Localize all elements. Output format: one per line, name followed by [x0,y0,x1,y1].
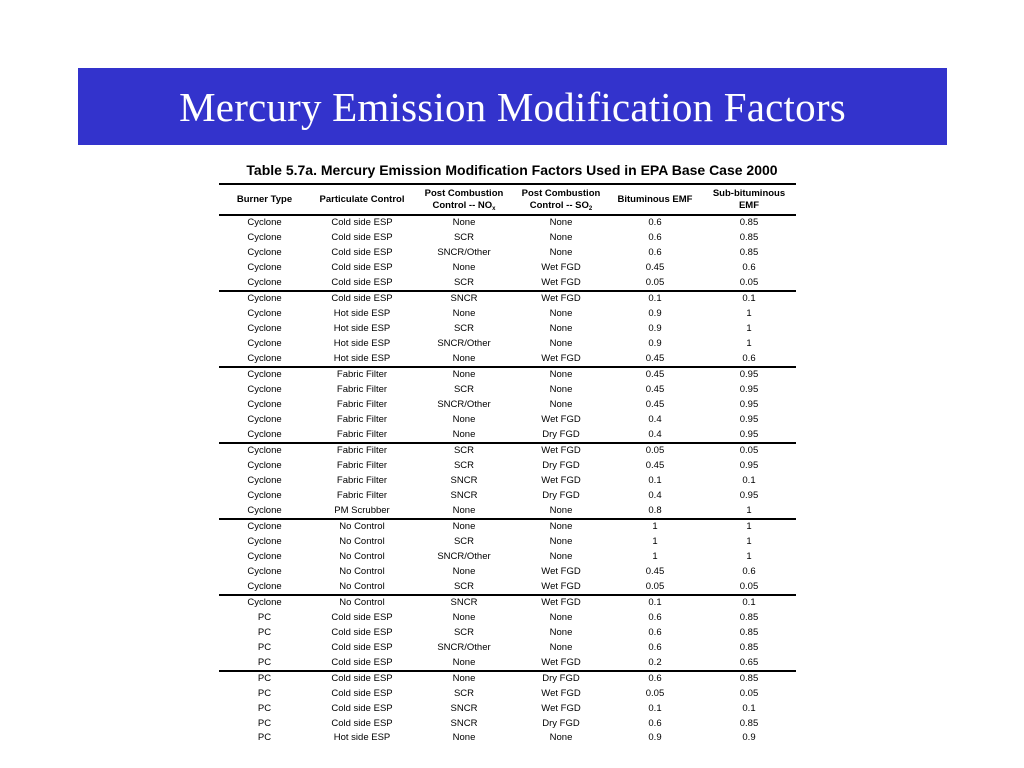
cell-bituminous-emf: 1 [652,536,658,548]
cell-subbituminous-emf: 0.85 [739,612,759,624]
cell-so2-control: Wet FGD [514,351,608,367]
cell-subbituminous-emf: 0.05 [739,688,759,700]
cell-bituminous-emf: 0.45 [645,565,665,577]
cell-bituminous-emf: 0.6 [648,217,662,229]
cell-nox-control: SNCR [450,489,478,501]
cell-burner-type: Cyclone [219,275,310,291]
title-banner [78,68,947,145]
cell-particulate-control: Fabric Filter [336,398,388,410]
cell-so2-control: None [549,612,573,624]
cell-subbituminous-emf: 1 [746,550,752,562]
cell-subbituminous-emf: 0.1 [742,597,756,609]
cell-nox-control: SNCR/Other [437,246,491,258]
cell-bituminous-emf: 0.6 [648,717,662,729]
table-row [219,412,796,427]
header-subbituminous-emf [702,184,796,215]
table-row [219,291,796,307]
cell-particulate-control: No Control [339,597,385,609]
table-row [219,322,796,337]
table-row [219,307,796,322]
cell-burner-type: Cyclone [219,579,310,595]
cell-particulate-control: Cold side ESP [331,702,393,714]
cell-bituminous-emf: 0.05 [645,445,665,457]
cell-subbituminous-emf: 0.85 [739,626,759,638]
cell-particulate-control: Hot side ESP [333,732,391,744]
cell-bituminous-emf: 0.6 [648,641,662,653]
table-row [219,611,796,626]
cell-so2-control: None [514,503,608,519]
cell-burner-type: Cyclone [247,261,282,273]
cell-subbituminous-emf: 1 [746,536,752,548]
cell-nox-control: None [452,673,476,685]
cell-bituminous-emf: 0.6 [648,673,662,685]
cell-particulate-control: Fabric Filter [336,413,388,425]
cell-burner-type: Cyclone [247,460,282,472]
cell-nox-control: SCR [453,322,475,334]
cell-particulate-control: Fabric Filter [336,445,388,457]
cell-so2-control: None [549,732,573,744]
cell-burner-type: PC [257,717,272,729]
emission-factors-table [219,183,796,746]
cell-so2-control: Wet FGD [541,688,581,700]
cell-nox-control: None [414,427,514,443]
cell-subbituminous-emf: 1 [746,521,752,533]
cell-burner-type: PC [257,688,272,700]
cell-burner-type: Cyclone [247,445,282,457]
cell-particulate-control: Hot side ESP [333,322,391,334]
cell-bituminous-emf: 0.2 [608,655,702,671]
cell-burner-type: Cyclone [247,489,282,501]
cell-nox-control: None [452,612,476,624]
cell-subbituminous-emf: 1 [746,322,752,334]
cell-so2-control: Dry FGD [514,427,608,443]
table-row [219,731,796,746]
table-row [219,231,796,246]
cell-burner-type: Cyclone [219,427,310,443]
cell-nox-control: SCR [453,460,475,472]
cell-particulate-control: Fabric Filter [336,460,388,472]
cell-burner-type: Cyclone [247,413,282,425]
cell-particulate-control: No Control [310,579,414,595]
table-row [219,383,796,398]
cell-so2-control: Wet FGD [541,474,581,486]
cell-nox-control: SNCR/Other [437,398,491,410]
cell-particulate-control: Hot side ESP [310,351,414,367]
cell-bituminous-emf: 0.4 [648,413,662,425]
cell-particulate-control: Cold side ESP [331,232,393,244]
cell-bituminous-emf: 0.1 [648,597,662,609]
cell-bituminous-emf: 0.4 [608,427,702,443]
table-row [219,716,796,731]
cell-bituminous-emf: 0.6 [648,232,662,244]
table-row [219,564,796,579]
cell-subbituminous-emf: 0.85 [739,246,759,258]
cell-burner-type: Cyclone [247,293,282,305]
header-particulate-control: Particulate Control [310,184,414,215]
header-nox-subscript: x [492,205,496,212]
cell-so2-control: Dry FGD [542,717,580,729]
cell-so2-control: Wet FGD [514,655,608,671]
cell-so2-control: Wet FGD [541,261,581,273]
cell-so2-control: None [549,384,573,396]
cell-so2-control: Wet FGD [541,413,581,425]
cell-particulate-control: Cold side ESP [331,688,393,700]
cell-subbituminous-emf: 1 [702,503,796,519]
cell-particulate-control: Hot side ESP [333,308,391,320]
cell-so2-control: Wet FGD [541,293,581,305]
cell-subbituminous-emf: 0.1 [742,702,756,714]
header-so2-line2: Control -- SO [529,199,589,211]
table-row [219,246,796,261]
table-row [219,459,796,474]
cell-burner-type: PC [257,702,272,714]
cell-bituminous-emf: 0.6 [648,246,662,258]
cell-burner-type: PC [257,612,272,624]
cell-so2-control: Wet FGD [514,579,608,595]
cell-burner-type: Cyclone [247,597,282,609]
cell-nox-control: SNCR [450,702,478,714]
cell-nox-control: None [452,565,476,577]
cell-nox-control: SCR [453,626,475,638]
cell-particulate-control: No Control [339,536,385,548]
cell-particulate-control: Cold side ESP [331,217,393,229]
header-nox-line2: Control -- NO [432,199,493,211]
cell-burner-type: Cyclone [247,369,282,381]
cell-subbituminous-emf: 0.9 [742,732,756,744]
cell-particulate-control: Cold side ESP [331,246,393,258]
cell-particulate-control: Cold side ESP [331,626,393,638]
table-row [219,474,796,489]
cell-so2-control: None [549,536,573,548]
header-nox-line1: Post Combustion [424,187,504,199]
cell-nox-control: None [452,217,476,229]
cell-so2-control: None [549,550,573,562]
table-row [219,640,796,655]
table-row [219,519,796,535]
cell-burner-type: Cyclone [247,565,282,577]
cell-nox-control: SCR [453,384,475,396]
cell-subbituminous-emf: 0.05 [702,275,796,291]
cell-particulate-control: Cold side ESP [310,275,414,291]
cell-burner-type: Cyclone [247,536,282,548]
cell-so2-control: Dry FGD [542,673,580,685]
table-row [219,655,796,671]
cell-nox-control: SNCR [450,717,478,729]
table-row [219,671,796,687]
cell-particulate-control: Fabric Filter [310,427,414,443]
header-subbit-line1: Sub-bituminous [712,187,786,199]
cell-burner-type: Cyclone [247,308,282,320]
cell-nox-control: SCR [414,579,514,595]
cell-bituminous-emf: 0.45 [645,384,665,396]
cell-subbituminous-emf: 0.95 [739,460,759,472]
cell-bituminous-emf: 0.9 [648,322,662,334]
cell-particulate-control: Cold side ESP [331,641,393,653]
cell-subbituminous-emf: 0.6 [702,351,796,367]
table-row [219,443,796,459]
cell-subbituminous-emf: 0.6 [742,565,756,577]
cell-so2-control: Dry FGD [542,489,580,501]
cell-subbituminous-emf: 0.65 [702,655,796,671]
cell-burner-type: Cyclone [247,246,282,258]
cell-so2-control: None [549,246,573,258]
cell-subbituminous-emf: 0.95 [739,398,759,410]
cell-bituminous-emf: 0.1 [648,702,662,714]
cell-subbituminous-emf: 0.85 [739,232,759,244]
cell-burner-type: Cyclone [219,351,310,367]
cell-subbituminous-emf: 0.6 [742,261,756,273]
cell-so2-control: None [549,626,573,638]
cell-particulate-control: Fabric Filter [336,489,388,501]
table-row [219,215,796,231]
cell-burner-type: PC [257,673,272,685]
cell-nox-control: SCR [453,688,475,700]
cell-burner-type: Cyclone [247,521,282,533]
cell-so2-control: Wet FGD [541,702,581,714]
table-row [219,702,796,717]
table-row [219,488,796,503]
table-row [219,595,796,611]
table-row [219,260,796,275]
cell-bituminous-emf: 0.45 [645,398,665,410]
cell-nox-control: None [414,503,514,519]
cell-burner-type: Cyclone [219,503,310,519]
cell-particulate-control: Cold side ESP [331,293,393,305]
table-body [219,215,796,746]
cell-nox-control: None [452,261,476,273]
cell-so2-control: None [549,322,573,334]
header-post-combustion-nox [414,184,514,215]
cell-nox-control: SNCR [450,474,478,486]
cell-particulate-control: Cold side ESP [331,717,393,729]
cell-so2-control: Dry FGD [542,460,580,472]
cell-particulate-control: Fabric Filter [336,369,388,381]
cell-particulate-control: Cold side ESP [331,673,393,685]
cell-nox-control: SCR [453,445,475,457]
cell-bituminous-emf: 0.6 [648,626,662,638]
table-row [219,275,796,291]
cell-so2-control: None [549,217,573,229]
header-post-combustion-so2 [514,184,608,215]
cell-nox-control: SCR [414,275,514,291]
cell-subbituminous-emf: 0.95 [702,427,796,443]
cell-burner-type: Cyclone [247,550,282,562]
cell-subbituminous-emf: 0.1 [742,474,756,486]
cell-bituminous-emf: 1 [652,521,658,533]
cell-subbituminous-emf: 1 [746,308,752,320]
cell-particulate-control: Hot side ESP [333,337,391,349]
cell-subbituminous-emf: 0.85 [739,717,759,729]
cell-particulate-control: Cold side ESP [331,261,393,273]
cell-particulate-control: No Control [339,550,385,562]
cell-subbituminous-emf: 0.1 [742,293,756,305]
cell-bituminous-emf: 0.1 [648,293,662,305]
cell-burner-type: Cyclone [247,384,282,396]
cell-nox-control: SCR [453,232,475,244]
cell-bituminous-emf: 0.9 [648,308,662,320]
cell-burner-type: Cyclone [247,232,282,244]
cell-subbituminous-emf: 1 [746,337,752,349]
table-row [219,503,796,519]
cell-nox-control: SNCR/Other [437,641,491,653]
cell-subbituminous-emf: 0.85 [739,673,759,685]
cell-particulate-control: PM Scrubber [310,503,414,519]
header-burner-type: Burner Type [219,184,310,215]
cell-burner-type: Cyclone [247,337,282,349]
table-row [219,626,796,641]
cell-so2-control: None [549,369,573,381]
table-row [219,579,796,595]
cell-bituminous-emf: 0.45 [608,351,702,367]
cell-nox-control: None [452,732,476,744]
cell-particulate-control: Fabric Filter [336,384,388,396]
table-row [219,535,796,550]
cell-so2-control: None [549,308,573,320]
table-caption: Table 5.7a. Mercury Emission Modification Factors Used in EPA Base Case 2000 [246,162,778,178]
cell-subbituminous-emf: 0.85 [739,641,759,653]
cell-burner-type: PC [219,655,310,671]
table-row [219,336,796,351]
header-so2-subscript: 2 [588,205,593,212]
cell-nox-control: SNCR [450,293,478,305]
cell-particulate-control: Cold side ESP [331,612,393,624]
cell-so2-control: None [549,521,573,533]
cell-bituminous-emf: 0.45 [645,261,665,273]
cell-subbituminous-emf: 0.05 [702,579,796,595]
cell-so2-control: None [549,337,573,349]
cell-so2-control: None [549,398,573,410]
header-subbit-line2: EMF [738,199,760,211]
table-row [219,367,796,383]
table-row [219,550,796,565]
cell-particulate-control: No Control [339,565,385,577]
cell-nox-control: SNCR/Other [437,337,491,349]
table-row [219,351,796,367]
cell-bituminous-emf: 0.9 [648,732,662,744]
cell-bituminous-emf: 0.9 [648,337,662,349]
cell-bituminous-emf: 0.4 [648,489,662,501]
header-so2-line1: Post Combustion [521,187,601,199]
table-row [219,427,796,443]
cell-subbituminous-emf: 0.95 [739,369,759,381]
cell-nox-control: None [452,308,476,320]
cell-bituminous-emf: 0.05 [645,688,665,700]
cell-so2-control: Wet FGD [541,445,581,457]
slide-title: Mercury Emission Modification Factors [179,83,846,130]
table-row [219,398,796,413]
cell-so2-control: Wet FGD [514,275,608,291]
header-bituminous-emf: Bituminous EMF [608,184,702,215]
cell-bituminous-emf: 0.6 [648,612,662,624]
table-row [219,687,796,702]
cell-burner-type: PC [257,732,272,744]
cell-bituminous-emf: 0.45 [645,460,665,472]
cell-bituminous-emf: 0.05 [608,275,702,291]
cell-so2-control: Wet FGD [541,565,581,577]
cell-subbituminous-emf: 0.95 [739,489,759,501]
cell-nox-control: None [452,521,476,533]
cell-nox-control: None [452,413,476,425]
cell-bituminous-emf: 1 [652,550,658,562]
cell-burner-type: PC [257,626,272,638]
cell-nox-control: SCR [453,536,475,548]
cell-nox-control: SNCR/Other [437,550,491,562]
cell-burner-type: Cyclone [247,398,282,410]
cell-nox-control: None [452,369,476,381]
cell-burner-type: Cyclone [247,322,282,334]
cell-bituminous-emf: 0.05 [608,579,702,595]
cell-subbituminous-emf: 0.95 [739,384,759,396]
cell-particulate-control: No Control [339,521,385,533]
cell-burner-type: PC [257,641,272,653]
cell-so2-control: None [549,232,573,244]
cell-bituminous-emf: 0.1 [648,474,662,486]
cell-so2-control: Wet FGD [541,597,581,609]
cell-subbituminous-emf: 0.85 [739,217,759,229]
cell-burner-type: Cyclone [247,217,282,229]
cell-bituminous-emf: 0.45 [645,369,665,381]
cell-subbituminous-emf: 0.95 [739,413,759,425]
cell-particulate-control: Cold side ESP [310,655,414,671]
cell-subbituminous-emf: 0.05 [739,445,759,457]
cell-nox-control: SNCR [450,597,478,609]
cell-burner-type: Cyclone [247,474,282,486]
table-header-row [219,184,796,215]
cell-particulate-control: Fabric Filter [336,474,388,486]
cell-nox-control: None [414,351,514,367]
cell-nox-control: None [414,655,514,671]
cell-so2-control: None [549,641,573,653]
cell-bituminous-emf: 0.8 [608,503,702,519]
